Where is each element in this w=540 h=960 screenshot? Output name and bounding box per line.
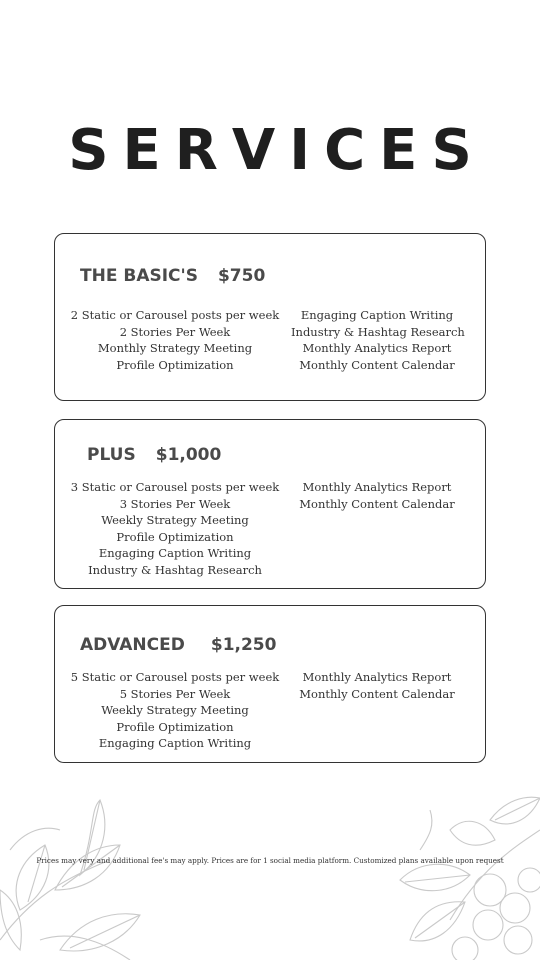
plan-name: PLUS [87, 445, 136, 465]
feature-item: Monthly Content Calendar [299, 496, 455, 511]
plan-price: $1,000 [155, 445, 222, 465]
feature-list-left [55, 479, 295, 578]
feature-item: 5 Static or Carousel posts per week [70, 670, 280, 684]
feature-item: 3 Stories Per Week [119, 496, 231, 511]
feature-item: Industry & Hashtag Research [291, 324, 465, 339]
feature-item: 3 Static or Carousel posts per week [70, 480, 280, 494]
plan-header [80, 266, 265, 286]
feature-item: Engaging Caption Writing [300, 308, 454, 322]
page-title: SERVICES [68, 118, 486, 183]
plan-header [80, 635, 276, 655]
feature-item: 2 Static or Carousel posts per week [70, 308, 280, 322]
plan-price: $1,250 [210, 635, 277, 655]
feature-list-right [291, 669, 463, 702]
plan-card-basics [54, 233, 486, 401]
plan-name: ADVANCED [80, 635, 185, 655]
feature-item: Monthly Analytics Report [302, 670, 452, 684]
feature-item: Profile Optimization [116, 529, 234, 544]
feature-item: Monthly Analytics Report [302, 341, 452, 355]
feature-item: Profile Optimization [116, 719, 234, 734]
feature-list-right [291, 479, 463, 512]
feature-item: Engaging Caption Writing [98, 736, 252, 750]
feature-item: Industry & Hashtag Research [88, 562, 262, 577]
feature-item: Monthly Analytics Report [302, 480, 452, 494]
plan-name: THE BASIC'S [80, 266, 198, 286]
feature-list-left [55, 669, 295, 752]
plan-header [87, 445, 221, 465]
plan-card-plus [54, 419, 486, 589]
feature-item: Weekly Strategy Meeting [101, 703, 249, 717]
feature-item: 2 Stories Per Week [119, 324, 231, 339]
feature-item: Profile Optimization [116, 357, 234, 372]
feature-item: Monthly Content Calendar [299, 686, 455, 701]
pricing-footnote: Prices may very and additional fee's may apply. Prices are for 1 social media platform. Customized plans available upon request [36, 856, 504, 865]
berry-illustration [340, 790, 540, 960]
feature-item: Monthly Content Calendar [299, 357, 455, 372]
plan-price: $750 [217, 266, 266, 286]
feature-item: 5 Stories Per Week [119, 686, 231, 701]
feature-item: Weekly Strategy Meeting [101, 513, 249, 527]
feature-item: Engaging Caption Writing [98, 546, 252, 560]
feature-list-right [291, 307, 463, 373]
leaf-illustration [0, 790, 190, 960]
feature-list-left [55, 307, 295, 373]
feature-item: Monthly Strategy Meeting [97, 341, 253, 355]
plan-card-advanced [54, 605, 486, 763]
